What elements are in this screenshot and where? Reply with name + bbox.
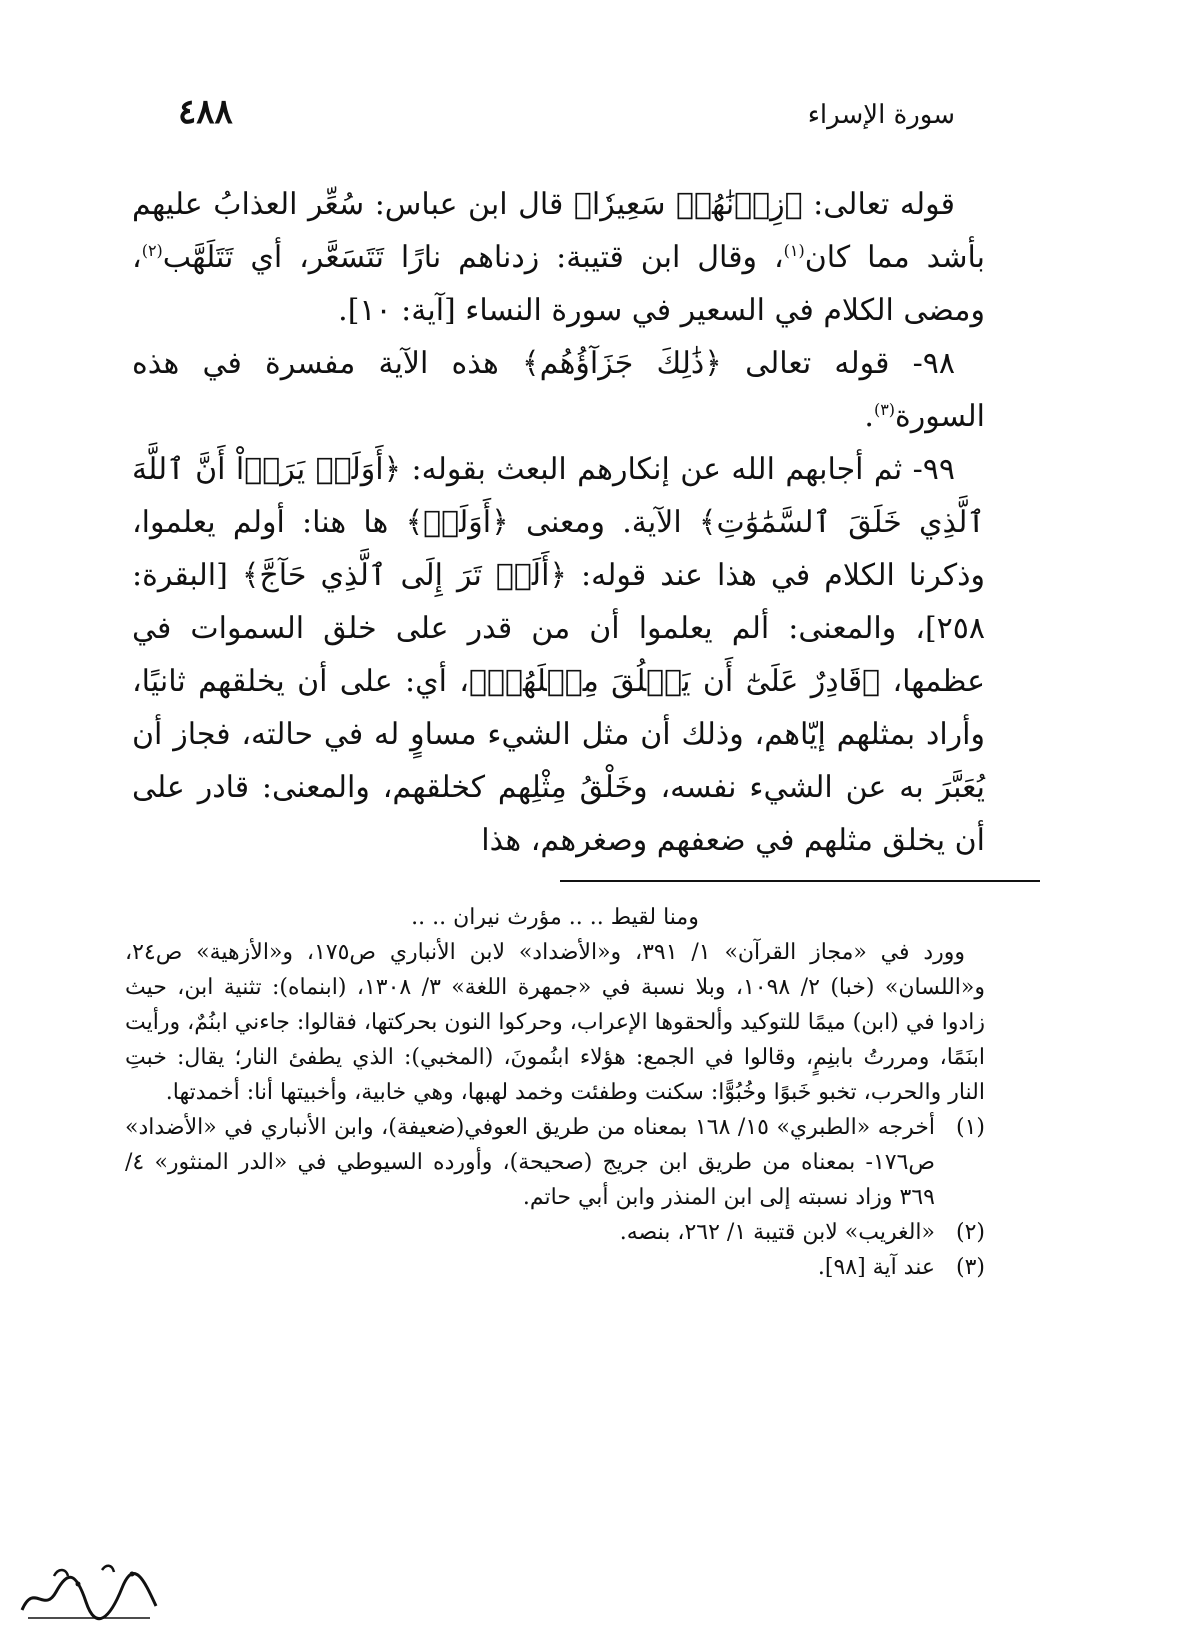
footnote-text: عند آية [٩٨]. [817, 1255, 935, 1280]
running-head: سورة الإسراء [807, 100, 955, 130]
body-text-line: . [864, 399, 874, 434]
body-text-line: ، ومضى الكلام في السعير في سورة النساء [آية: ١٠]. [132, 240, 985, 328]
footnote-separator [560, 880, 1040, 882]
paragraph-verse-99: ٩٩- ثم أجابهم الله عن إنكارهم البعث بقوله: ﴿أَوَلَمۡ يَرَوۡاْ أَنَّ ٱللَّهَ ٱلَّذِي خَلَقَ ٱلسَّمَٰوَٰتِ﴾ الآية. ومعنى ﴿أَوَلَمۡ﴾ ها هنا: أولم يعلموا، وذكرنا الكلام في هذا عند قوله: ﴿أَلَمۡ تَرَ إِلَى ٱلَّذِي حَآجَّ﴾ [البقرة: ٢٥٨]، والمعنى: ألم يعلموا أن من قدر على خلق السموات في عظمها، ﴿قَادِرٌ عَلَىٰٓ أَن يَخۡلُقَ مِثۡلَهُمۡ﴾، أي: على أن يخلقهم ثانيًا، وأراد بمثلهم إيّاهم، وذلك أن مثل الشيء مساوٍ له في حالته، فجاز أن يُعَبَّرَ به عن الشيء نفسه، وخَلْقُ مِثْلِهم كخلقهم، والمعنى: قادر على أن يخلق مثلهم في ضعفهم وصغرهم، هذا [132, 452, 985, 858]
page-number: ٤٨٨ [178, 92, 233, 132]
footnote-number: (٣) [955, 1255, 985, 1280]
footnote [125, 1215, 985, 1250]
footnote-number: (٢) [955, 1220, 985, 1245]
footnotes-section [125, 900, 985, 1285]
publisher-logo [14, 1562, 164, 1626]
footnote-continuation: وورد في «مجاز القرآن» ١/ ٣٩١، و«الأضداد» لابن الأنباري ص١٧٥، و«الأزهية» ص٢٤، و«اللسان» (خبا) ٢/ ١٠٩٨، وبلا نسبة في «جمهرة اللغة» ٣/ ١٣٠٨، (ابنماه): تثنية ابن، حيث زادوا في (ابن) ميمًا للتوكيد وألحقوها الإعراب، وحركوا النون بحركتها، فقالوا: جاءني ابنُمٌ، ورأيت ابنَمًا، ومررتُ بابنِمٍ، وقالوا في الجمع: هؤلاء ابنُمونَ، (المخبي): الذي يطفئ النار؛ يقال: خبتِ النار والحرب، تخبو خَبوًا وخُبُوًّا: سكنت وطفئت وخمد لهبها، وهي خابية، وأخبيتها أنا: أخمدتها. [125, 940, 986, 1105]
paragraph-verse-98 [132, 337, 985, 443]
footnote-number: (١) [955, 1115, 985, 1140]
body-text-line: ٩٨- قوله تعالى ﴿ذَٰلِكَ جَزَآؤُهُم﴾ هذه الآية مفسرة في هذه السورة [132, 346, 985, 434]
footnote-ref: (٣) [873, 400, 896, 419]
footnote [125, 1250, 985, 1285]
paragraph-verse-97 [132, 178, 985, 337]
footnote-text: أخرجه «الطبري» ١٥/ ١٦٨ بمعناه من طريق العوفي(ضعيفة)، وابن الأنباري في «الأضداد» ص١٧٦- بمعناه من طريق ابن جريج (صحيحة)، وأورده السيوطي في «الدر المنثور» ٤/ ٣٦٩ وزاد نسبته إلى ابن المنذر وابن أبي حاتم. [125, 1115, 935, 1210]
footnote-ref: (١) [783, 241, 805, 260]
footnote-ref: (٢) [141, 241, 163, 260]
body-text [132, 178, 985, 867]
body-text-line: قوله تعالى: ﴿زِدۡنَٰهُمۡ سَعِيرٗا﴾ قال ابن عباس: سُعِّر العذابُ عليهم بأشد مما كان [132, 187, 985, 275]
poetry-verse: ومنا لقيط .. .. مؤرث نيران .. .. [411, 905, 699, 930]
footnote [125, 1110, 985, 1215]
page-header [178, 92, 955, 132]
body-text-line: ، وقال ابن قتيبة: زدناهم نارًا تَتَسَعَّر، أي تَتَلَهَّب [162, 240, 784, 275]
footnote-text: «الغريب» لابن قتيبة ١/ ٢٦٢، بنصه. [619, 1220, 935, 1245]
